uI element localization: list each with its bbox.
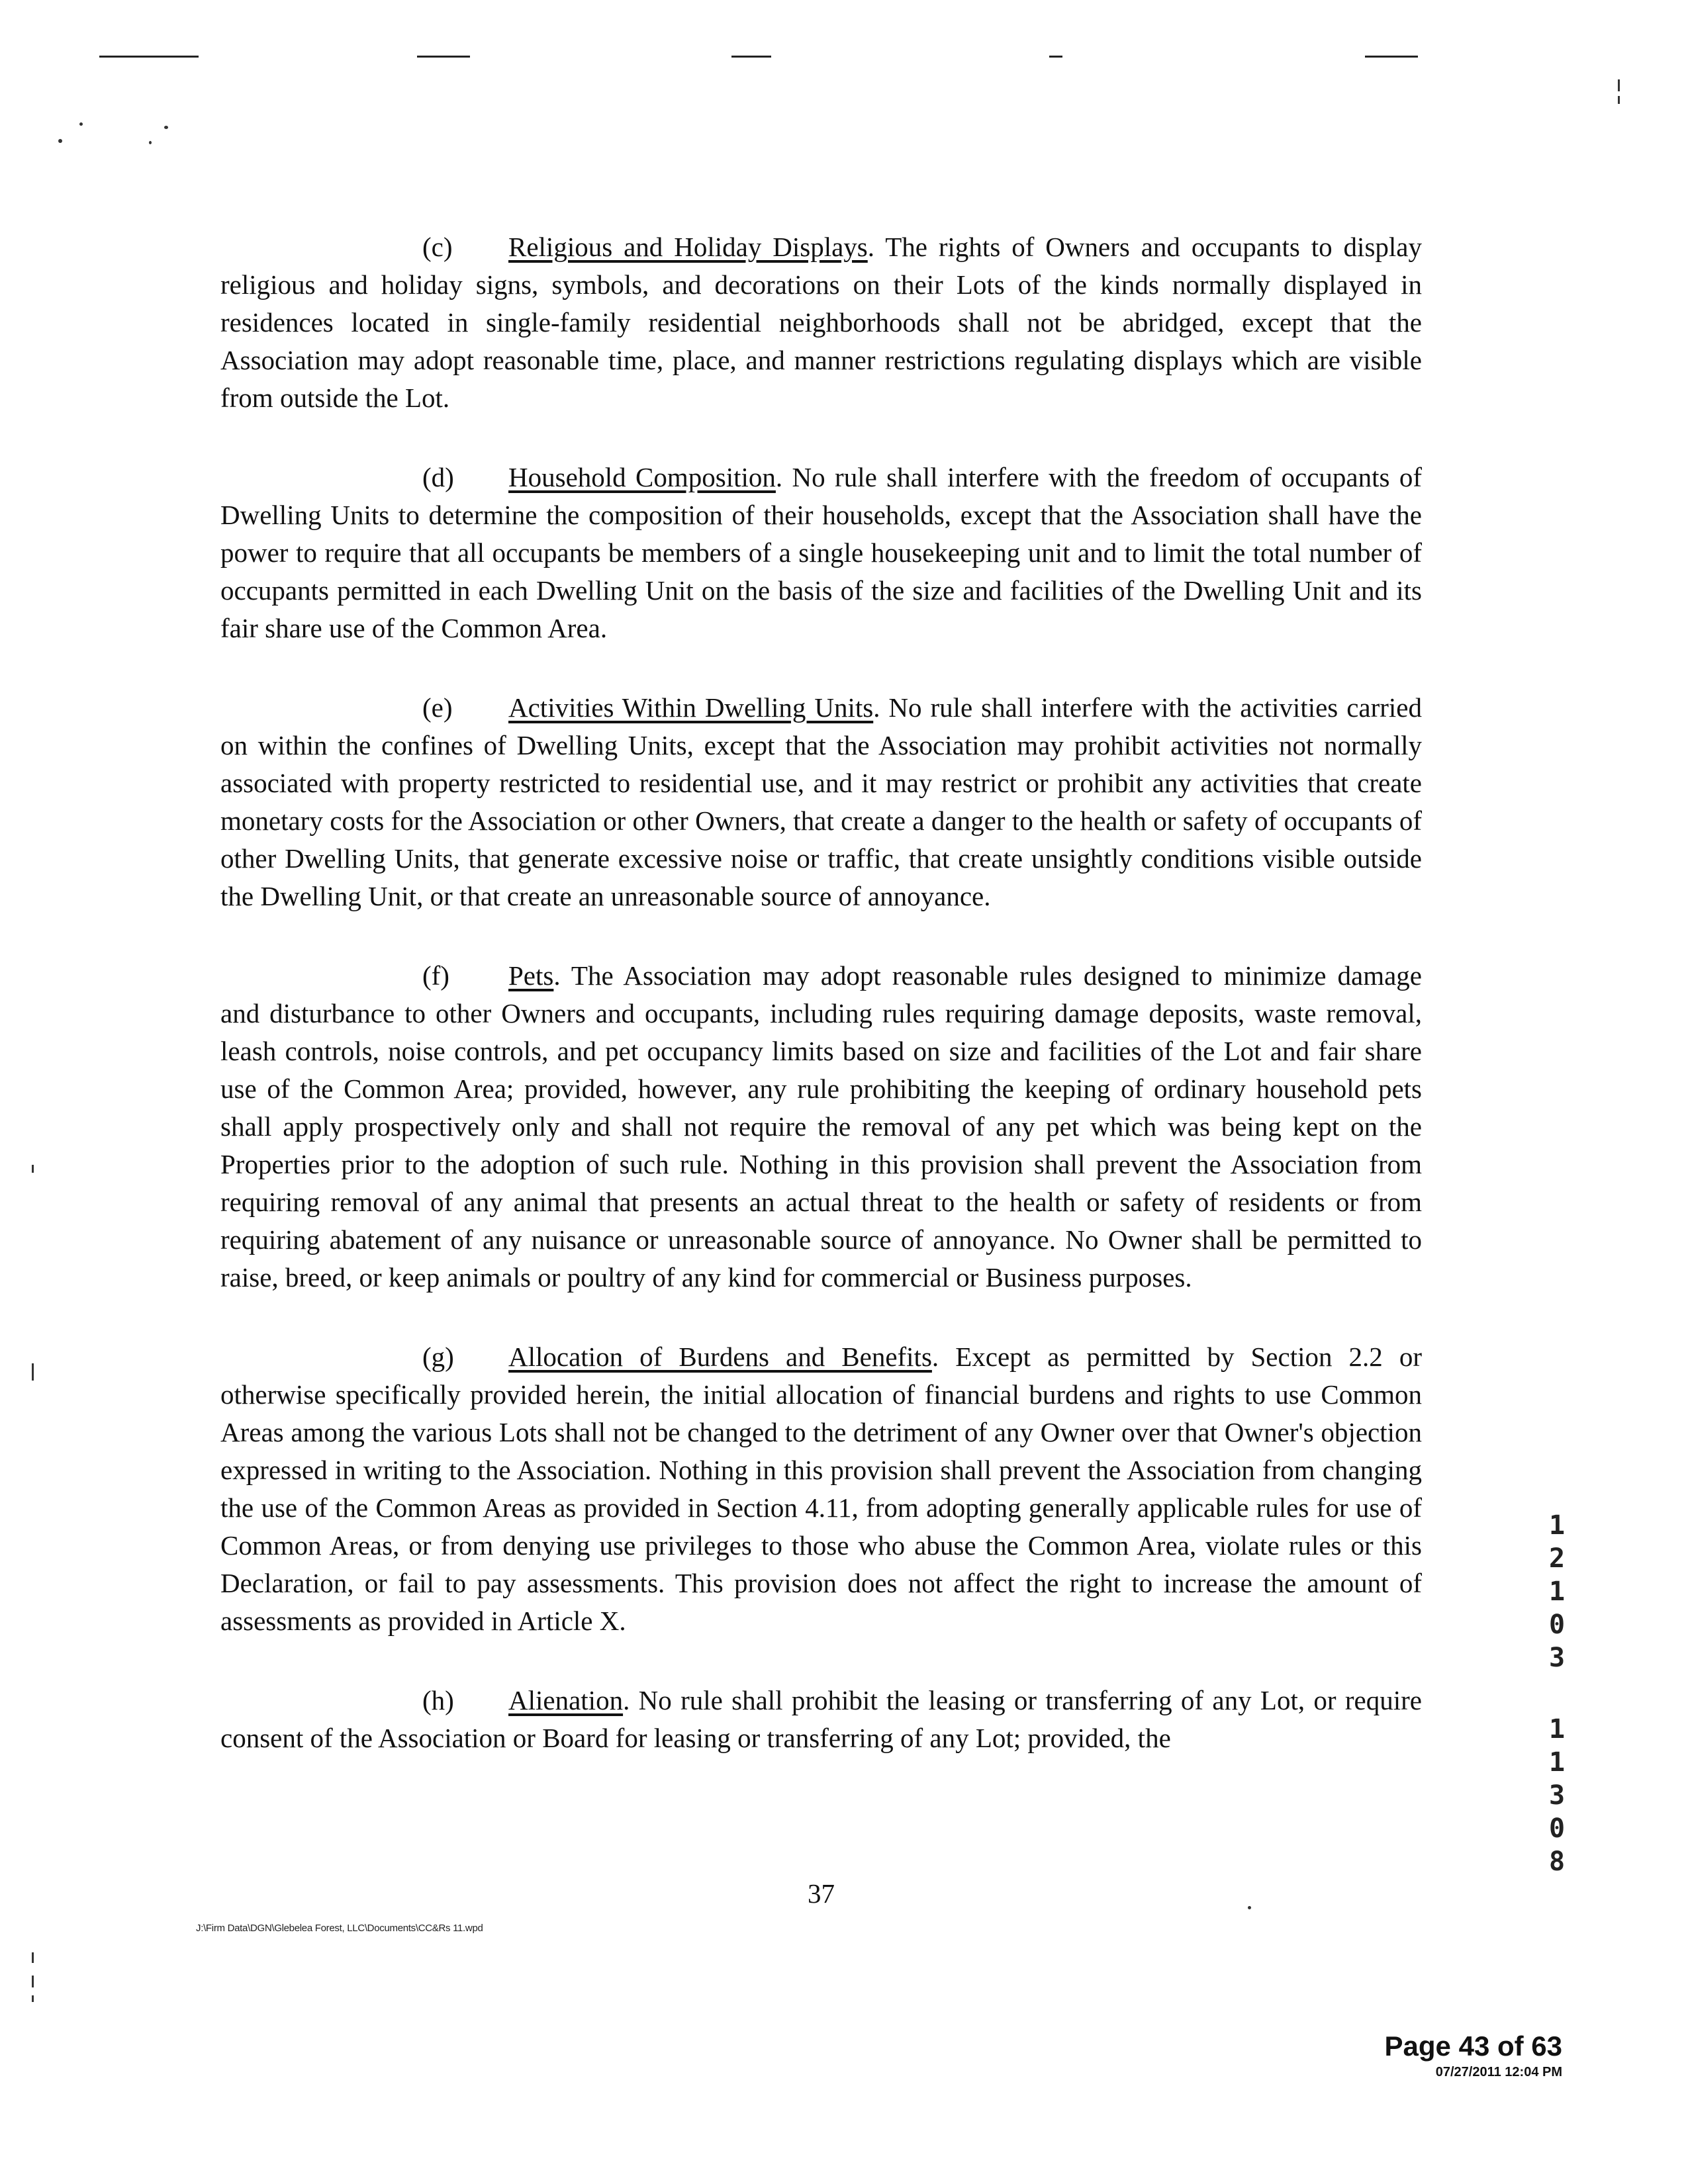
paragraph-c bbox=[220, 228, 1422, 417]
paragraph-e bbox=[220, 689, 1422, 915]
stamp-digit: 8 bbox=[1548, 1846, 1566, 1877]
scan-rule bbox=[1049, 56, 1062, 58]
scan-rule bbox=[731, 56, 771, 58]
stamp-digit: 1 bbox=[1548, 1714, 1566, 1745]
print-timestamp: 07/27/2011 12:04 PM bbox=[1435, 2065, 1562, 2079]
scan-speck bbox=[164, 126, 168, 129]
paragraph-marker: (g) bbox=[422, 1342, 454, 1372]
scan-speck bbox=[58, 139, 62, 143]
page-count-label: Page 43 of 63 bbox=[1384, 2030, 1562, 2062]
paragraph-text: . The rights of Owners and occupants to display religious and holiday signs, symbols, and decorations on their Lots of the kinds normally displayed in residences located in single-family residential neighborhoods shall not be abridged, except that the Association may adopt reasonable time, place, and manner restrictions regulating displays which are visible from outside the Lot. bbox=[220, 232, 1422, 413]
page-number: 37 bbox=[808, 1878, 835, 1909]
scan-mark bbox=[1618, 79, 1620, 91]
footer-file-path: J:\Firm Data\DGN\Glebelea Forest, LLC\Documents\CC&Rs 11.wpd bbox=[196, 1923, 483, 1934]
paragraph-marker: (f) bbox=[422, 960, 449, 991]
scan-rule bbox=[99, 56, 199, 58]
section-heading: Alienation bbox=[508, 1685, 624, 1715]
section-heading: Allocation of Burdens and Benefits bbox=[508, 1342, 932, 1372]
paragraph-marker: (h) bbox=[422, 1685, 454, 1715]
stamp-digit: 1 bbox=[1548, 1510, 1566, 1541]
scan-mark bbox=[32, 1165, 34, 1173]
scan-mark bbox=[32, 1995, 34, 2002]
paragraph-f bbox=[220, 957, 1422, 1297]
paragraph-text: . No rule shall interfere with the freedom of occupants of Dwelling Units to determine the composition of their households, except that the Association shall have the power to require that all occupants be members of a single housekeeping unit and to limit the total number of occupants permitted in each Dwelling Unit on the basis of the size and facilities of the Dwelling Unit and its fair share use of the Common Area. bbox=[220, 462, 1422, 643]
scan-mark bbox=[32, 1363, 34, 1381]
stamp-digit: 0 bbox=[1548, 1813, 1566, 1844]
paragraph-d bbox=[220, 459, 1422, 647]
document-body bbox=[220, 228, 1422, 1799]
paragraph-h bbox=[220, 1682, 1422, 1757]
stamp-digit: 1 bbox=[1548, 1576, 1566, 1607]
scan-rule bbox=[417, 56, 470, 58]
stamp-digit: 3 bbox=[1548, 1643, 1566, 1673]
scan-mark bbox=[32, 1952, 34, 1963]
paragraph-marker: (c) bbox=[422, 232, 453, 262]
paragraph-marker: (d) bbox=[422, 462, 454, 492]
scan-rule bbox=[1365, 56, 1418, 58]
paragraph-marker: (e) bbox=[422, 692, 453, 723]
stamp-digit: 0 bbox=[1548, 1610, 1566, 1640]
paragraph-text: . No rule shall interfere with the activities carried on within the confines of Dwelling Units, except that the Association may prohibit activities not normally associated with property restricted to residential use, and it may restrict or prohibit any activities that create monetary costs for the Association or other Owners, that create a danger to the health or safety of occupants of other Dwelling Units, that generate excessive noise or traffic, that create unsightly conditions visible outside the Dwelling Unit, or that create an unreasonable source of annoyance. bbox=[220, 692, 1423, 911]
section-heading: Household Composition bbox=[508, 462, 776, 492]
paragraph-text: . The Association may adopt reasonable rules designed to minimize damage and disturbance to other Owners and occupants, including rules requiring damage deposits, waste removal, leash controls, noise controls, and pet occupancy limits based on size and facilities of the Lot and fair share use of the Common Area; provided, however, any rule prohibiting the keeping of ordinary household pets shall apply prospectively only and shall not require the removal of any pet which was being kept on the Properties prior to the adoption of such rule. Nothing in this provision shall prevent the Association from requiring removal of any animal that presents an actual threat to the health or safety of residents or from requiring abatement of any nuisance or unreasonable source of annoyance. No Owner shall be permitted to raise, breed, or keep animals or poultry of any kind for commercial or Business purposes. bbox=[220, 960, 1422, 1293]
scan-speck bbox=[149, 141, 152, 144]
scan-speck bbox=[79, 122, 83, 126]
stamp-digit: 2 bbox=[1548, 1543, 1566, 1574]
paragraph-text: . No rule shall prohibit the leasing or transferring of any Lot, or require consent of the Association or Board for leasing or transferring of any Lot; provided, the bbox=[220, 1685, 1422, 1753]
paragraph-text: . Except as permitted by Section 2.2 or otherwise specifically provided herein, the initial allocation of financial burdens and rights to use Common Areas among the various Lots shall not be changed to the detriment of any Owner over that Owner's objection expressed in writing to the Association. Nothing in this provision shall prevent the Association from changing the use of the Common Areas as provided in Section 4.11, from adopting generally applicable rules for use of Common Areas, or from denying use privileges to those who abuse the Common Area, violate rules or this Declaration, or fail to pay assessments. This provision does not affect the right to increase the amount of assessments as provided in Article X. bbox=[220, 1342, 1422, 1636]
scan-mark bbox=[32, 1976, 34, 1987]
section-heading: Activities Within Dwelling Units bbox=[508, 692, 874, 723]
scan-speck bbox=[1248, 1906, 1251, 1909]
stamp-digit: 1 bbox=[1548, 1747, 1566, 1778]
paragraph-g bbox=[220, 1338, 1422, 1640]
section-heading: Pets bbox=[508, 960, 554, 991]
stamp-digit: 3 bbox=[1548, 1780, 1566, 1811]
section-heading: Religious and Holiday Displays bbox=[508, 232, 868, 262]
recording-stamp bbox=[1542, 1509, 1571, 1878]
scan-mark bbox=[1618, 96, 1620, 104]
